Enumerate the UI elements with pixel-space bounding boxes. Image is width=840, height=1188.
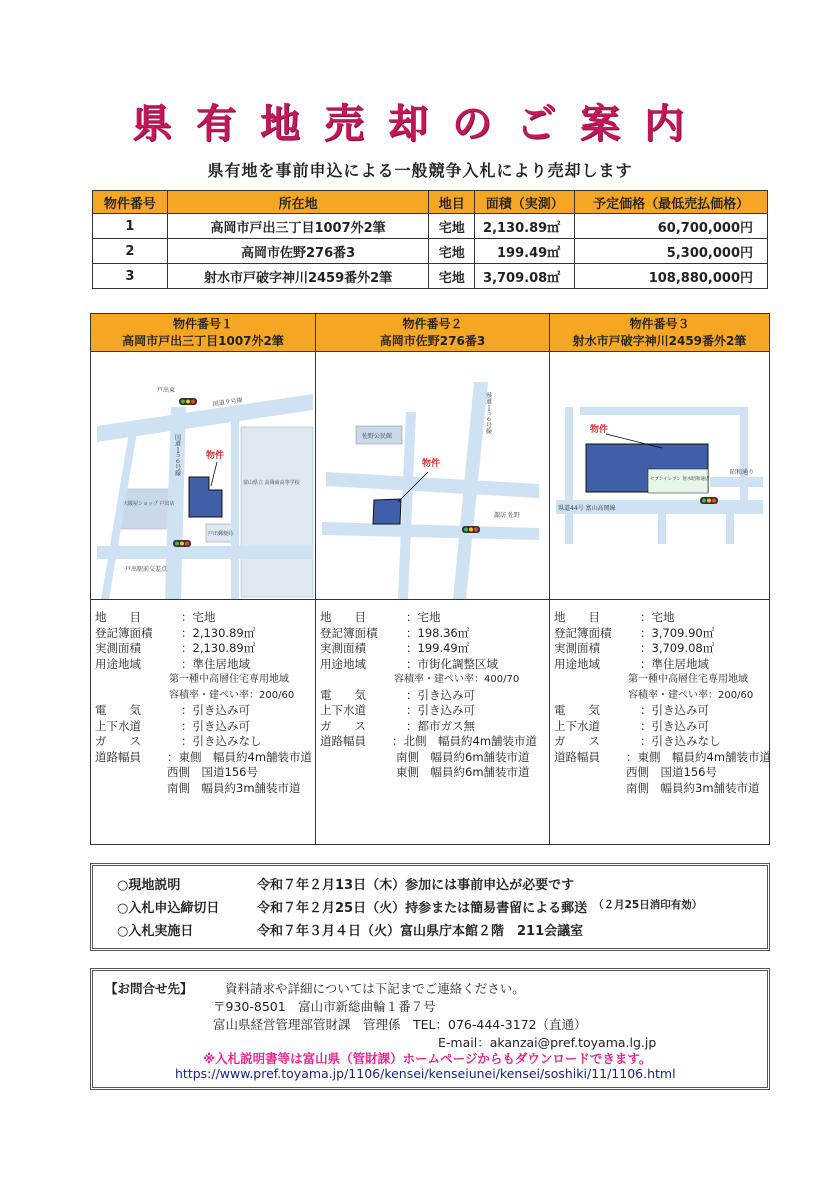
map-2-label: 佐野公民館	[362, 433, 393, 440]
info-value: ：北側 幅員約4m舗装市道	[392, 734, 538, 748]
schedule-box	[90, 863, 770, 951]
info-value: ：2,130.89㎡	[181, 641, 256, 655]
info-label: 道路幅員	[95, 749, 141, 764]
page-title: 県有地売却のご案内	[132, 101, 708, 147]
info-subline: 西側 国道156号	[626, 765, 717, 779]
info-value: ：宅地	[406, 610, 441, 624]
info-subline: 容積率・建ぺい率：400/70	[394, 674, 520, 685]
info-label: 上下水道	[320, 703, 366, 717]
road-west-north	[565, 407, 573, 500]
info-value: ：宅地	[640, 610, 675, 624]
map-3-svg	[550, 352, 769, 599]
schedule-row	[117, 897, 702, 916]
info-label: ガ ス	[320, 718, 366, 733]
property-3-column	[550, 314, 772, 844]
cell-area: 3,709.08㎡	[475, 264, 575, 289]
property-2-info	[316, 600, 549, 781]
info-label: ガ ス	[554, 734, 600, 748]
property-2-parcel	[373, 499, 401, 524]
info-subline: 南側 幅員約3m舗装市道	[167, 780, 301, 795]
map-3-property-label: 物件	[590, 425, 609, 435]
schedule-note: （２月25日消印有効）	[593, 899, 703, 911]
info-value: ：引き込み可	[406, 703, 475, 717]
info-label: 実測面積	[554, 641, 600, 655]
road-east-south	[726, 514, 734, 544]
page-subtitle: 県有地を事前申込による一般競争入札により売却します	[207, 161, 633, 180]
property-3-address: 射水市戸破字神川2459番外2筆	[572, 334, 747, 348]
info-value: ：3,709.08㎡	[640, 641, 715, 655]
cell-location: 高岡市戸出三丁目1007外2筆	[167, 214, 428, 239]
header-landtype: 地目	[429, 191, 475, 214]
info-value: ：引き込み可	[181, 703, 250, 717]
schedule-label: ○現地説明	[117, 878, 181, 893]
schedule-label: ○入札実施日	[117, 924, 194, 939]
road-north	[580, 407, 740, 415]
info-subline: 東側 幅員約6m舗装市道	[396, 765, 530, 779]
property-3-header	[550, 314, 769, 352]
header-price: 予定価格（最低売払価格）	[575, 191, 768, 214]
cell-location: 射水市戸破字神川2459番外2筆	[167, 264, 428, 289]
traffic-signal-icon	[462, 526, 480, 533]
info-label: 実測面積	[320, 641, 366, 655]
table-row	[93, 264, 768, 289]
info-label: 地 目	[95, 610, 141, 624]
road-south	[322, 522, 539, 540]
info-value: ：引き込み可	[181, 718, 250, 733]
property-3-map	[550, 352, 769, 600]
property-1-number: 物件番号１	[172, 317, 233, 331]
info-value: ：引き込み可	[406, 687, 475, 702]
property-1-parcel	[189, 477, 222, 517]
info-label: 地 目	[320, 610, 366, 624]
header-number: 物件番号	[93, 191, 168, 214]
info-value: ：都市ガス無	[406, 718, 475, 733]
map-1-svg	[91, 352, 315, 599]
info-value: ：引き込み可	[640, 703, 709, 717]
table-header-row	[93, 191, 768, 214]
road-south	[97, 546, 313, 559]
cell-area: 2,130.89㎡	[475, 214, 575, 239]
cell-landtype: 宅地	[429, 264, 475, 289]
info-value: ：引き込み可	[640, 718, 709, 733]
info-subline: 南側 幅員約3m舗装市道	[626, 780, 760, 795]
info-value: ：198.36㎡	[406, 625, 470, 640]
property-1-column	[91, 314, 316, 844]
info-value: ：市街化調整区域	[406, 656, 498, 671]
info-value: ：3,709.90㎡	[640, 625, 715, 640]
contact-box	[90, 968, 770, 1090]
info-label: 上下水道	[554, 718, 600, 733]
info-label: 道路幅員	[554, 749, 600, 764]
table-row	[93, 214, 768, 239]
info-subline: 第一種中高層住宅専用地域	[628, 674, 748, 685]
map-1-property-label: 物件	[206, 451, 225, 461]
schedule-value: 令和７年３月４日（火）富山県庁本館２階 211会議室	[257, 924, 584, 939]
info-label: 上下水道	[95, 718, 141, 733]
download-notice: ※入札説明書等は富山県（管財課）ホームページからもダウンロードできます。	[203, 1051, 652, 1066]
contact-address: 〒930-8501 富山市新総曲輪１番７号	[213, 999, 436, 1014]
info-subline: 第一種中高層住宅専用地域	[169, 674, 289, 685]
info-label: 道路幅員	[320, 734, 366, 748]
road-north	[326, 472, 539, 498]
info-label: 電 気	[554, 703, 600, 717]
contact-department: 富山県経営管理部管財課 管理係 TEL：076-444-3172（直通）	[213, 1017, 587, 1032]
info-label: 登記簿面積	[554, 625, 612, 640]
contact-email: E-mail：akanzai@pref.toyama.lg.jp	[438, 1035, 657, 1050]
info-subline: 南側 幅員約6m舗装市道	[396, 749, 530, 764]
contact-intro: 資料請求や詳細については下記までご連絡ください。	[225, 981, 525, 996]
schedule-row	[117, 874, 574, 893]
cell-location: 高岡市佐野276番3	[167, 239, 428, 264]
map-1-label: 戸出駅前交差点	[125, 566, 168, 573]
property-3-number: 物件番号３	[629, 317, 690, 331]
map-1-label: 大阪屋ショップ 戸出店	[123, 501, 175, 507]
map-1-label: 戸出郵便局	[208, 531, 234, 537]
info-value: ：準住居地域	[640, 656, 709, 671]
info-label: 電 気	[320, 687, 366, 702]
map-3-label: 昭和通り	[730, 469, 755, 476]
property-2-header	[316, 314, 549, 352]
property-2-column	[316, 314, 550, 844]
info-subline: 容積率・建ぺい率：200/60	[169, 689, 295, 701]
info-label: 電 気	[95, 703, 141, 717]
cell-price: 108,880,000円	[575, 264, 768, 289]
property-3-info	[550, 600, 772, 796]
traffic-signal-icon	[179, 398, 197, 405]
map-1-label: 国道１５６号線	[173, 434, 181, 476]
info-value: ：準住居地域	[181, 656, 250, 671]
schedule-value: 令和７年２月25日（火）持参または簡易書留による郵送	[257, 901, 588, 916]
info-value: ：宅地	[181, 610, 216, 624]
cell-number: 1	[93, 214, 168, 239]
cell-number: 2	[93, 239, 168, 264]
info-value: ：引き込みなし	[181, 734, 262, 748]
map-3-label: 県道44号 富山高岡線	[558, 505, 616, 512]
map-1-label: 国道９号線	[212, 396, 244, 408]
info-label: 実測面積	[95, 641, 141, 655]
road-east	[231, 418, 239, 599]
road-showa	[710, 477, 763, 487]
cell-price: 5,300,000円	[575, 239, 768, 264]
cell-price: 60,700,000円	[575, 214, 768, 239]
property-1-info	[91, 600, 315, 796]
property-details-section	[90, 313, 770, 845]
map-3-label: セブンイレブン 射水昭和通店	[650, 477, 710, 482]
map-1-label: 戸出東	[157, 387, 176, 394]
cell-landtype: 宅地	[429, 214, 475, 239]
schedule-row	[117, 920, 583, 939]
info-label: 用途地域	[95, 656, 141, 671]
info-value: ：2,130.89㎡	[181, 625, 256, 640]
property-2-map	[316, 352, 549, 600]
map-2-property-label: 物件	[422, 459, 441, 469]
property-table	[92, 190, 768, 289]
traffic-signal-icon	[700, 497, 718, 504]
info-value: ：199.49㎡	[406, 641, 470, 655]
info-subline: 容積率・建ぺい率：200/60	[628, 689, 754, 701]
header-location: 所在地	[167, 191, 428, 214]
homepage-link[interactable]: https://www.pref.toyama.jp/1106/kensei/kenseiunei/kensei/soshiki/11/1106.html	[175, 1066, 676, 1081]
cell-landtype: 宅地	[429, 239, 475, 264]
info-label: 用途地域	[554, 656, 600, 671]
property-1-map	[91, 352, 315, 600]
info-label: 用途地域	[320, 656, 366, 671]
property-1-header	[91, 314, 315, 352]
table-row	[93, 239, 768, 264]
info-label: ガ ス	[95, 734, 141, 748]
map-2-svg	[316, 352, 549, 599]
info-subline: 西側 国道156号	[167, 765, 258, 779]
schedule-value: 令和７年２月13日（木）参加には事前申込が必要です	[257, 878, 575, 893]
school-block	[241, 427, 313, 597]
info-value: ：引き込みなし	[640, 734, 721, 748]
map-2-label: 諏訪 佐野	[494, 512, 520, 519]
traffic-signal-icon	[173, 540, 191, 547]
road-west-south	[565, 514, 573, 544]
property-2-address: 高岡市佐野276番3	[379, 334, 486, 348]
info-value: ：東側 幅員約4m舗装市道	[626, 749, 772, 764]
schedule-label: ○入札申込締切日	[117, 901, 220, 916]
road-middle-south	[658, 514, 666, 544]
cell-area: 199.49㎡	[475, 239, 575, 264]
map-2-label: 県道１５６号線	[484, 392, 492, 434]
property-1-address: 高岡市戸出三丁目1007外2筆	[122, 334, 284, 348]
info-value: ：東側 幅員約4m舗装市道	[167, 749, 313, 764]
contact-heading: 【お問合せ先】	[105, 981, 193, 996]
property-2-number: 物件番号２	[402, 317, 463, 331]
map-1-label: 富山県立 高岡商高等学校	[243, 480, 300, 486]
cell-number: 3	[93, 264, 168, 289]
info-label: 地 目	[554, 610, 600, 624]
header-area: 面積（実測）	[475, 191, 575, 214]
info-label: 登記簿面積	[95, 625, 153, 640]
info-label: 登記簿面積	[320, 625, 378, 640]
